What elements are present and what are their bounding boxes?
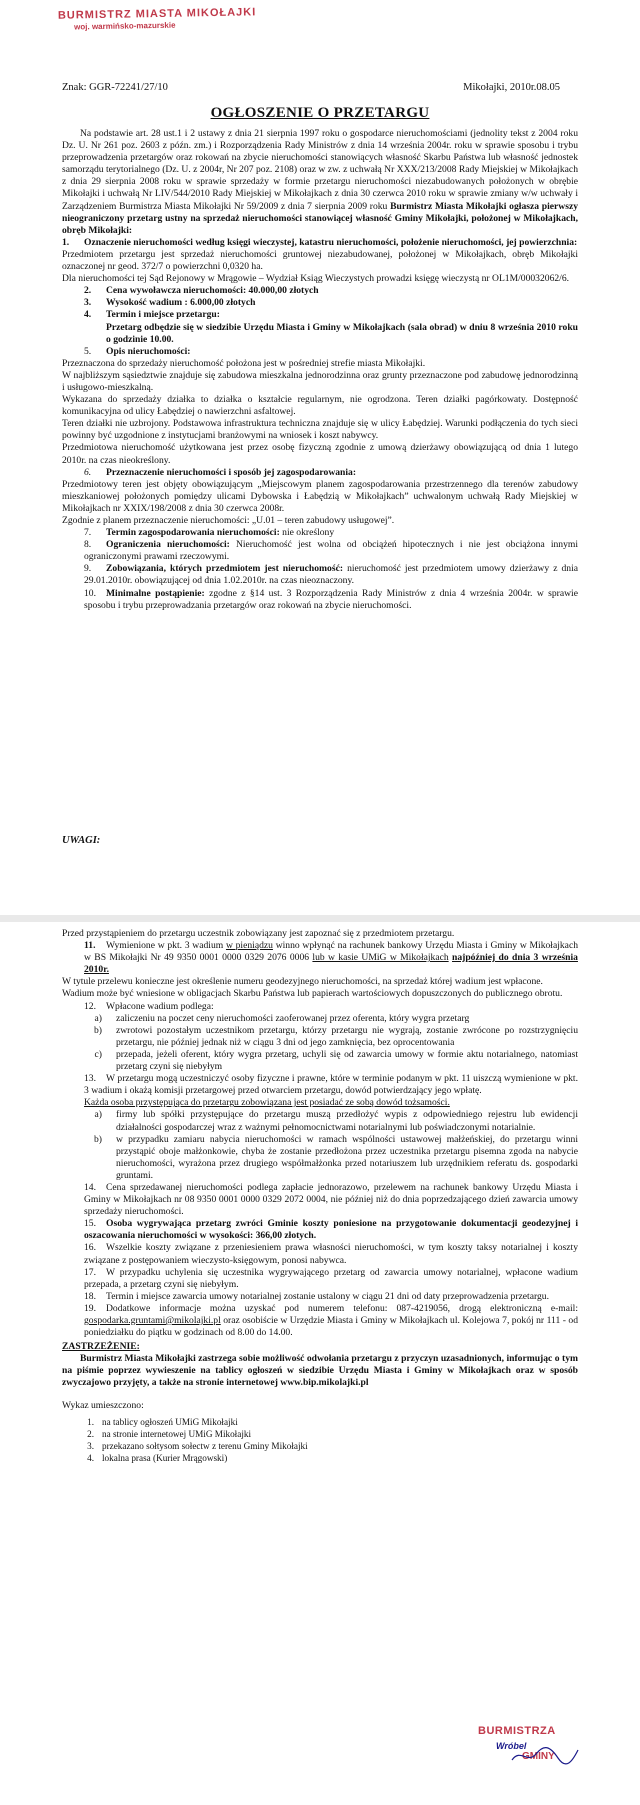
- item-11: 11. Wymienione w pkt. 3 wadium w pieniądzu winno wpłynąć na rachunek bankowy Urzędu Miasta i Gminy w Mikołajkach w BS Mikołajki Nr 49 9350 0001 0000 0329 2076 0006 lub w kasie UMiG w Mikołajkach najpóźniej do dnia 3 września 2010r.: [84, 940, 578, 976]
- signature-scribble-icon: [510, 1744, 580, 1766]
- item-3: 3. Wysokość wadium : 6.000,00 złotych: [84, 297, 256, 309]
- item-5-p3: Wykazana do sprzedaży działka to działka o kształcie regularnym, nie ogrodzona. Teren działki pagórkowaty. Dostępność komunikacyjna od ulicy Łabędziej o nawierzchni asfaltowej.: [62, 394, 578, 418]
- list-item: 3. przekazano sołtysom sołectw z terenu Gminy Mikołajki: [87, 1440, 308, 1451]
- distribution-heading: Wykaz umieszczono:: [62, 1399, 144, 1411]
- item-5-p2: W najbliższym sąsiedztwie znajduje się zabudowa mieszkalna jednorodzinna oraz grunty przeznaczone pod zabudowę jednorodzinną i usługowo-mieszkalną.: [62, 369, 578, 393]
- item-5-p4: Teren działki nie uzbrojony. Podstawowa infrastruktura techniczna znajduje się w ulicy Łabędziej. Warunki podłączenia do tych sieci powinny być uzgodnione z instytucjami branżowymi na wniosek i koszt nabywcy.: [62, 418, 578, 442]
- office-stamp: [58, 6, 257, 31]
- item-6-p1: Przedmiotowy teren jest objęty obowiązującym „Miejscowym planem zagospodarowania przestrzennego dla terenów zabudowy mieszkaniowej położonych pomiędzy ulicami Dybowska i Łabędzią w Mikołajkach” uchwalonym uchwałą Rady Miejskiej w Mikołajkach nr XXIX/198/2008 z dnia 30 czerwca 2008r.: [62, 478, 578, 514]
- item-5-title: 5. Opis nieruchomości:: [84, 345, 191, 357]
- signature-name: Wróbel: [496, 1741, 527, 1751]
- reference-number: Znak: GGR-72241/27/10: [62, 82, 168, 93]
- intro-paragraph: [62, 128, 578, 237]
- item-7: 7. Termin zagospodarowania nieruchomości: nie określony: [84, 527, 335, 539]
- document-title: OGŁOSZENIE O PRZETARGU: [210, 105, 430, 121]
- stamp-line-1: BURMISTRZ MIASTA MIKOŁAJKI: [57, 6, 257, 22]
- item-8: 8. Ograniczenia nieruchomości: Nieruchomość jest wolna od obciążeń hipotecznych i nie jest obciążona innymi ograniczonymi prawami rzeczowymi.: [84, 539, 578, 563]
- item-12-a: a) zaliczeniu na poczet ceny nieruchomości zaoferowanej przez oferenta, który wygra przetarg: [94, 1012, 470, 1024]
- item-17: 17. W przypadku uchylenia się uczestnika wygrywającego przetarg od zawarcia umowy notarialnej, wpłacone wadium przepada, a przetarg czyni się niebyłym.: [84, 1266, 578, 1290]
- item-6-title: 6. Przeznaczenie nieruchomości i sposób jej zagospodarowania:: [84, 466, 357, 478]
- item-5-p5: Przedmiotowa nieruchomość użytkowana jest przez osobę fizyczną zgodnie z umową dzierżawy obowiązującą od dnia 1 lutego 2010r. na czas nieokreślony.: [62, 442, 578, 466]
- reservation-heading: ZASTRZEŻENIE:: [62, 1341, 140, 1353]
- item-4-text: Przetarg odbędzie się w siedzibie Urzędu Miasta i Gminy w Mikołajkach (sala obrad) w dniu 8 września 2010 roku o godzinie 10.00.: [106, 321, 578, 345]
- item-19: 19. Dodatkowe informacje można uzyskać pod numerem telefonu: 087-4219056, drogą elektroniczną e-mail: gospodarka.gruntami@mikolajki.pl oraz osobiście w Urzędzie Miasta i Gminy w Mikołajkach ul. Kolejowa 7, pokój nr 111 - od poniedziałku do piątku w godzinach od 8.00 do 14.00.: [84, 1302, 578, 1339]
- stamp-line-2: woj. warmińsko-mazurskie: [74, 20, 176, 32]
- item-15: 15. Osoba wygrywająca przetarg zwróci Gminie koszty poniesione na przygotowanie dokumentacji geodezyjnej i oszacowania nieruchomości w wysokości: 366,00 złotych.: [84, 1218, 578, 1242]
- reservation-text: Burmistrz Miasta Mikołajki zastrzega sobie możliwość odwołania przetargu z przyczyn uzasadnionych, informując o tym na piśmie poprzez wywieszenie na tablicy ogłoszeń w siedzibie Urzędu Miasta i Gminy w Mikołajkach oraz w sposób zwyczajowo przyjęty, a także na stronie internetowej www.bip.mikolajki.pl: [62, 1353, 578, 1389]
- list-item: 2. na stronie internetowej UMiG Mikołajki: [87, 1428, 252, 1439]
- stamp-bottom-line-1: BURMISTRZA: [478, 1725, 556, 1737]
- list-item: 1. na tablicy ogłoszeń UMiG Mikołajki: [87, 1416, 238, 1427]
- item-12-c: c) przepada, jeżeli oferent, który wygra przetarg, uchyli się od zawarcia umowy w formie aktu notarialnego, natomiast przetarg czyni się niebyłym: [94, 1048, 578, 1073]
- item-14: 14. Cena sprzedawanej nieruchomości podlega zapłacie jednorazowo, przelewem na rachunek bankowy Urzędu Miasta i Gminy w Mikołajkach nr 08 9350 0001 0000 0329 2072 0004, nie później niż do dnia poprzedzającego dzień zawarcia umowy sprzedaży nieruchomości.: [84, 1181, 578, 1218]
- item-11-securities-note: Wadium może być wniesione w obligacjach Skarbu Państwa lub papierach wartościowych dopuszczonych do publicznego obrotu.: [62, 988, 563, 1000]
- item-1-text-2: Dla nieruchomości tej Sąd Rejonowy w Mrągowie – Wydział Ksiąg Wieczystych prowadzi księgę wieczystą nr OL1M/00032062/6.: [62, 273, 570, 285]
- item-6-p2: Zgodnie z planem przeznaczenie nieruchomości: „U.01 – teren zabudowy usługowej”.: [62, 515, 395, 526]
- item-1-text-1: Przedmiotem przetargu jest sprzedaż nieruchomości gruntowej niezabudowanej, położonej w Mikołajkach, obręb Mikołajki oznaczonej nr geod. 372/7 o powierzchni 0,0320 ha.: [62, 248, 578, 273]
- page-separator: [0, 915, 640, 922]
- item-13-a: a) firmy lub spółki przystępujące do przetargu muszą przedłożyć wypis z odpowiedniego rejestru lub ewidencji działalności gospodarczej wraz z ważnymi pełnomocnictwami notarialnymi lub poświadczonymi notarialnie.: [94, 1109, 578, 1133]
- announcement-body-continued: [62, 928, 578, 1464]
- intro-bold: Burmistrz Miasta Mikołajki ogłasza pierwszy nieograniczony przetarg ustny na sprzedaż nieruchomości stanowiącej własność Gminy Mikołajki, położonej w Mikołajkach, obręb Mikołajki:: [62, 200, 579, 236]
- item-13-id-note: Każda osoba przystępująca do przetargu zobowiązana jest posiadać ze sobą dowód tożsamości.: [84, 1097, 450, 1109]
- item-5-p1: Przeznaczona do sprzedaży nieruchomość położona jest w pośredniej strefie miasta Mikołajki.: [62, 357, 426, 369]
- item-18: 18. Termin i miejsce zawarcia umowy notarialnej zostanie ustalony w ciągu 21 dni od daty przeprowadzenia przetargu.: [84, 1290, 549, 1302]
- item-12-b: b) zwrotowi pozostałym uczestnikom przetargu, którzy przetargu nie wygrają, zostanie zwrócone po rozstrzygnięciu przetargu, nie później jednak niż w ciągu 3 dni od jego zamknięcia, bez oprocentowania: [94, 1024, 578, 1048]
- item-13-b: b) w przypadku zamiaru nabycia nieruchomości w ramach wspólności ustawowej małżeńskiej, do przetargu winni przystąpić oboje małżonkowie, chyba że zostanie przedłożona przez uczestnika przetargu pisemna zgoda na nabycie nieruchomości, wyrażona przez drugiego współmałżonka przed notariuszem lub urzędnikiem referatu ds. gospodarki gruntami.: [94, 1133, 578, 1181]
- item-12: 12. Wpłacone wadium podlega:: [84, 1000, 214, 1012]
- contact-email-link[interactable]: gospodarka.gruntami@mikolajki.pl: [84, 1315, 221, 1326]
- stamp-bottom-line-3: GMINY: [522, 1751, 555, 1762]
- lead-sentence: Przed przystąpieniem do przetargu uczestnik zobowiązany jest zapoznać się z przedmiotem przetargu.: [62, 928, 455, 939]
- item-11-title-note: W tytule przelewu konieczne jest określenie numeru geodezyjnego nieruchomości, na sprzedaż której wadium jest wpłacone.: [62, 976, 543, 988]
- intro-text: Na podstawie art. 28 ust.1 i 2 ustawy z dnia 21 sierpnia 1997 roku o gospodarce nieruchomościami (jednolity tekst z 2004 roku Dz. U. Nr 261 poz. 2603 z późn. zm.) i Rozporządzenia Rady Ministrów z dnia 14 września 2004r. roku w sprawie sposobu i trybu przeprowadzenia przetargów oraz rokowań na zbycie nieruchomości stanowiących własność Skarbu Państwa lub własność jednostek samorządu terytorialnego (Dz. U. z 2004r, Nr 207 poz. 2108) oraz w zw. z uchwałą Nr XXX/213/2008 Rady Miejskiej w Mikołajkach z dnia 29 sierpnia 2008 roku w sprawie sprzedaży w formie przetargu nieruchomości niezabudowanych położonych w obrębie Mikołajki i uchwałą Nr LIV/544/2010 Rady Miejskiej w Mikołajkach z dnia 30 czerwca 2010 roku w sprawie zmiany w/w uchwały i Zarządzeniem Burmistrza Miasta Mikołajki Nr 59/2009 z dnia 7 sierpnia 2009 roku: [62, 128, 578, 212]
- item-10: 10. Minimalne postąpienie: zgodne z §14 ust. 3 Rozporządzenia Rady Ministrów z dnia 4 września 2004r. w sprawie sposobu i trybu przeprowadzania przetargów oraz rokowań na zbycie nieruchomości.: [84, 587, 578, 611]
- list-item: 4. lokalna prasa (Kurier Mrągowski): [87, 1452, 228, 1463]
- announcement-body: [62, 128, 578, 612]
- item-4-title: 4. Termin i miejsce przetargu:: [84, 309, 220, 321]
- item-13: 13. W przetargu mogą uczestniczyć osoby fizyczne i prawne, które w terminie podanym w pkt. 11 uiszczą wymienione w pkt. 3 wadium i okażą komisji przetargowej przed otwarciem przetargu, dowód potwierdzający jego wpłatę.: [84, 1073, 578, 1097]
- distribution-list: [62, 1416, 578, 1464]
- item-2: 2. Cena wywoławcza nieruchomości: 40.000,00 złotych: [84, 285, 319, 297]
- item-1-title: 1. Oznaczenie nieruchomości według księgi wieczystej, katastru nieruchomości, położenie nieruchomości, jej powierzchnia:: [62, 236, 578, 248]
- remarks-heading: UWAGI:: [62, 835, 101, 846]
- item-9: 9. Zobowiązania, których przedmiotem jest nieruchomość: nieruchomość jest przedmiotem umowy dzierżawy z dnia 29.01.2010r. obowiązującej od dnia 1.02.2010r. na czas nieoznaczony.: [84, 563, 579, 587]
- place-date: Mikołajki, 2010r.08.05: [463, 82, 560, 93]
- sheet-2: [0, 922, 640, 1805]
- item-16: 16. Wszelkie koszty związane z przeniesieniem prawa własności nieruchomości, w tym koszty taksy notarialnej i koszty związane z postępowaniem wieczysto-księgowym, ponosi nabywca.: [84, 1242, 578, 1266]
